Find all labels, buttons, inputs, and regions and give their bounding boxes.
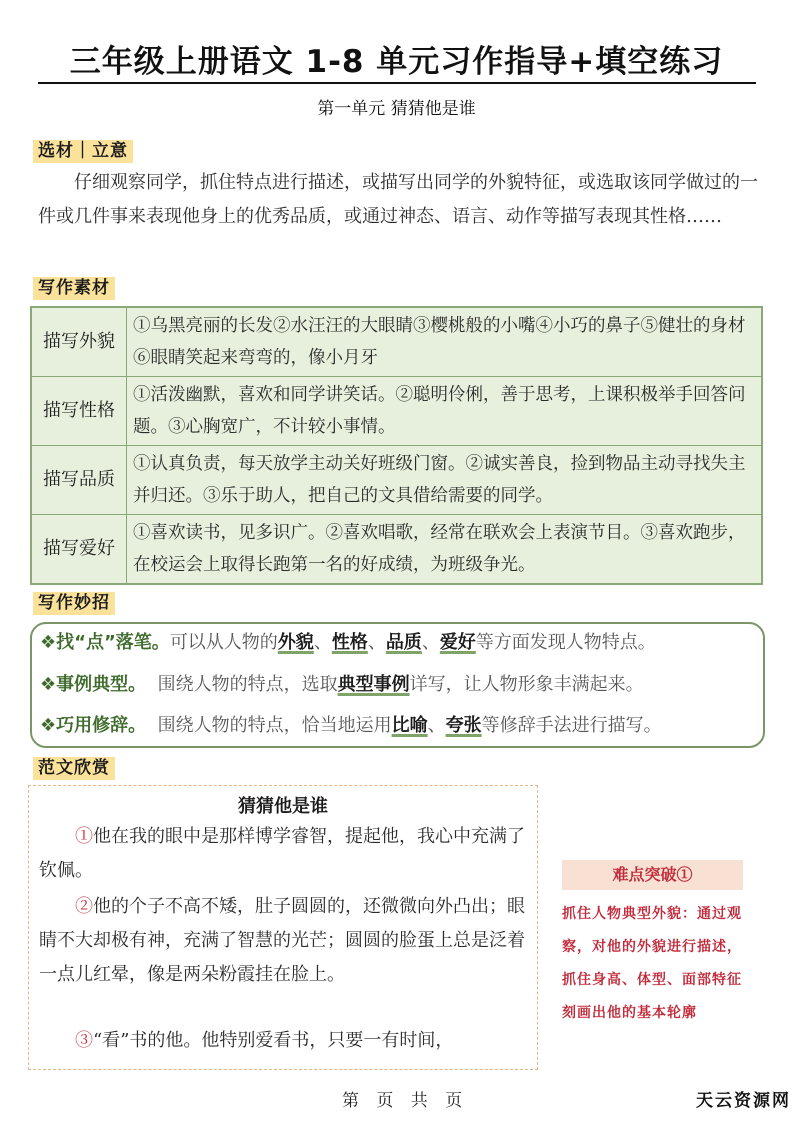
tip-heading: 找“点”落笔。 <box>56 632 170 653</box>
section-tag-essay <box>33 753 115 778</box>
topic-paragraph: 仔细观察同学，抓住特点进行描述，或描写出同学的外貌特征，或选取该同学做过的一件或几件事来表现他身上的优秀品质，或通过神态、语言、动作等描写表现其性格…… <box>38 172 758 227</box>
section-tag-tips <box>33 588 115 613</box>
unit-subtitle: 第一单元 猜猜他是谁 <box>317 99 476 119</box>
materials-table <box>30 306 763 585</box>
essay-title: 猜猜他是谁 <box>238 796 328 817</box>
page-title: 三年级上册语文 1-8 单元习作指导+填空练习 <box>69 44 724 80</box>
row-value: ①活泼幽默，喜欢和同学讲笑话。②聪明伶俐，善于思考，上课积极举手回答问题。③心胸宽广，不计较小事情。 <box>127 377 763 446</box>
row-label: 描写外貌 <box>31 307 127 377</box>
side-note-title: 难点突破① <box>562 860 743 890</box>
paragraph-text: 他在我的眼中是那样博学睿智，提起他，我心中充满了钦佩。 <box>39 826 525 881</box>
tag-label: 写作素材 <box>33 277 115 300</box>
side-note-text: 抓住人物典型外貌：通过观察，对他的外貌进行描述，抓住身高、体型、面部特征刻画出他的基本轮廓 <box>562 906 742 1021</box>
tag-label: 范文欣赏 <box>33 757 115 780</box>
tip-text: 围绕人物的特点，选取 <box>146 674 338 695</box>
tip-heading: 巧用修辞。 <box>56 715 147 736</box>
brand-logo: 天云资源网 <box>696 1091 791 1111</box>
paragraph-text: 他的个子不高不矮，肚子圆圆的，还微微向外凸出；眼睛不大却极有神，充满了智慧的光芒；圆圆的脸蛋上总是泛着一点儿红晕，像是两朵粉霞挂在脸上。 <box>39 896 525 985</box>
diamond-bullet-icon: ❖ <box>40 674 57 695</box>
diamond-bullet-icon: ❖ <box>40 715 57 736</box>
paragraph-number: ③ <box>75 1030 93 1051</box>
table-row <box>31 377 762 446</box>
tip-heading: 事例典型。 <box>56 674 147 695</box>
table-row <box>31 515 762 585</box>
tip-text: 详写，让人物形象丰满起来。 <box>409 674 644 695</box>
tag-label: 写作妙招 <box>33 592 115 615</box>
keyword: 典型事例 <box>337 674 410 695</box>
separator: 、 <box>367 632 386 653</box>
row-value: ①喜欢读书，见多识广。②喜欢唱歌，经常在联欢会上表演节目。③喜欢跑步，在校运会上取得长跑第一名的好成绩，为班级争光。 <box>127 515 763 585</box>
tip-text: 可以从人物的 <box>169 632 278 653</box>
table-row <box>31 307 762 377</box>
essay-box <box>28 785 538 1070</box>
tip-item <box>40 670 644 696</box>
keyword: 性格 <box>331 632 368 653</box>
tip-item <box>40 711 662 737</box>
row-label: 描写爱好 <box>31 515 127 585</box>
tip-text: 等修辞手法进行描写。 <box>481 715 662 736</box>
separator: 、 <box>313 632 332 653</box>
table-row <box>31 446 762 515</box>
keyword: 爱好 <box>439 632 476 653</box>
separator: 、 <box>427 715 446 736</box>
section-tag-materials <box>33 273 115 298</box>
title-divider <box>38 82 756 84</box>
row-value: ①乌黑亮丽的长发②水汪汪的大眼睛③樱桃般的小嘴④小巧的鼻子⑤健壮的身材⑥眼睛笑起来弯弯的，像小月牙 <box>127 307 763 377</box>
keyword: 外貌 <box>277 632 314 653</box>
tip-item <box>40 628 656 654</box>
diamond-bullet-icon: ❖ <box>40 632 57 653</box>
paragraph-number: ② <box>75 896 93 917</box>
row-label: 描写品质 <box>31 446 127 515</box>
paragraph-number: ① <box>75 826 93 847</box>
keyword: 夸张 <box>445 715 482 736</box>
row-label: 描写性格 <box>31 377 127 446</box>
tip-text: 围绕人物的特点，恰当地运用 <box>146 715 392 736</box>
paragraph-text: “看”书的他。他特别爱看书，只要一有时间， <box>93 1030 454 1051</box>
keyword: 品质 <box>385 632 422 653</box>
section-tag-topic <box>33 136 133 161</box>
keyword: 比喻 <box>391 715 428 736</box>
page-number: 第 页 共 页 <box>342 1091 469 1111</box>
separator: 、 <box>421 632 440 653</box>
tip-text: 等方面发现人物特点。 <box>475 632 656 653</box>
essay-paragraph <box>39 890 527 992</box>
essay-paragraph <box>39 820 527 888</box>
row-value: ①认真负责，每天放学主动关好班级门窗。②诚实善良，捡到物品主动寻找失主并归还。③乐于助人，把自己的文具借给需要的同学。 <box>127 446 763 515</box>
essay-paragraph <box>39 1024 527 1058</box>
tag-label: 选材｜立意 <box>33 140 133 163</box>
